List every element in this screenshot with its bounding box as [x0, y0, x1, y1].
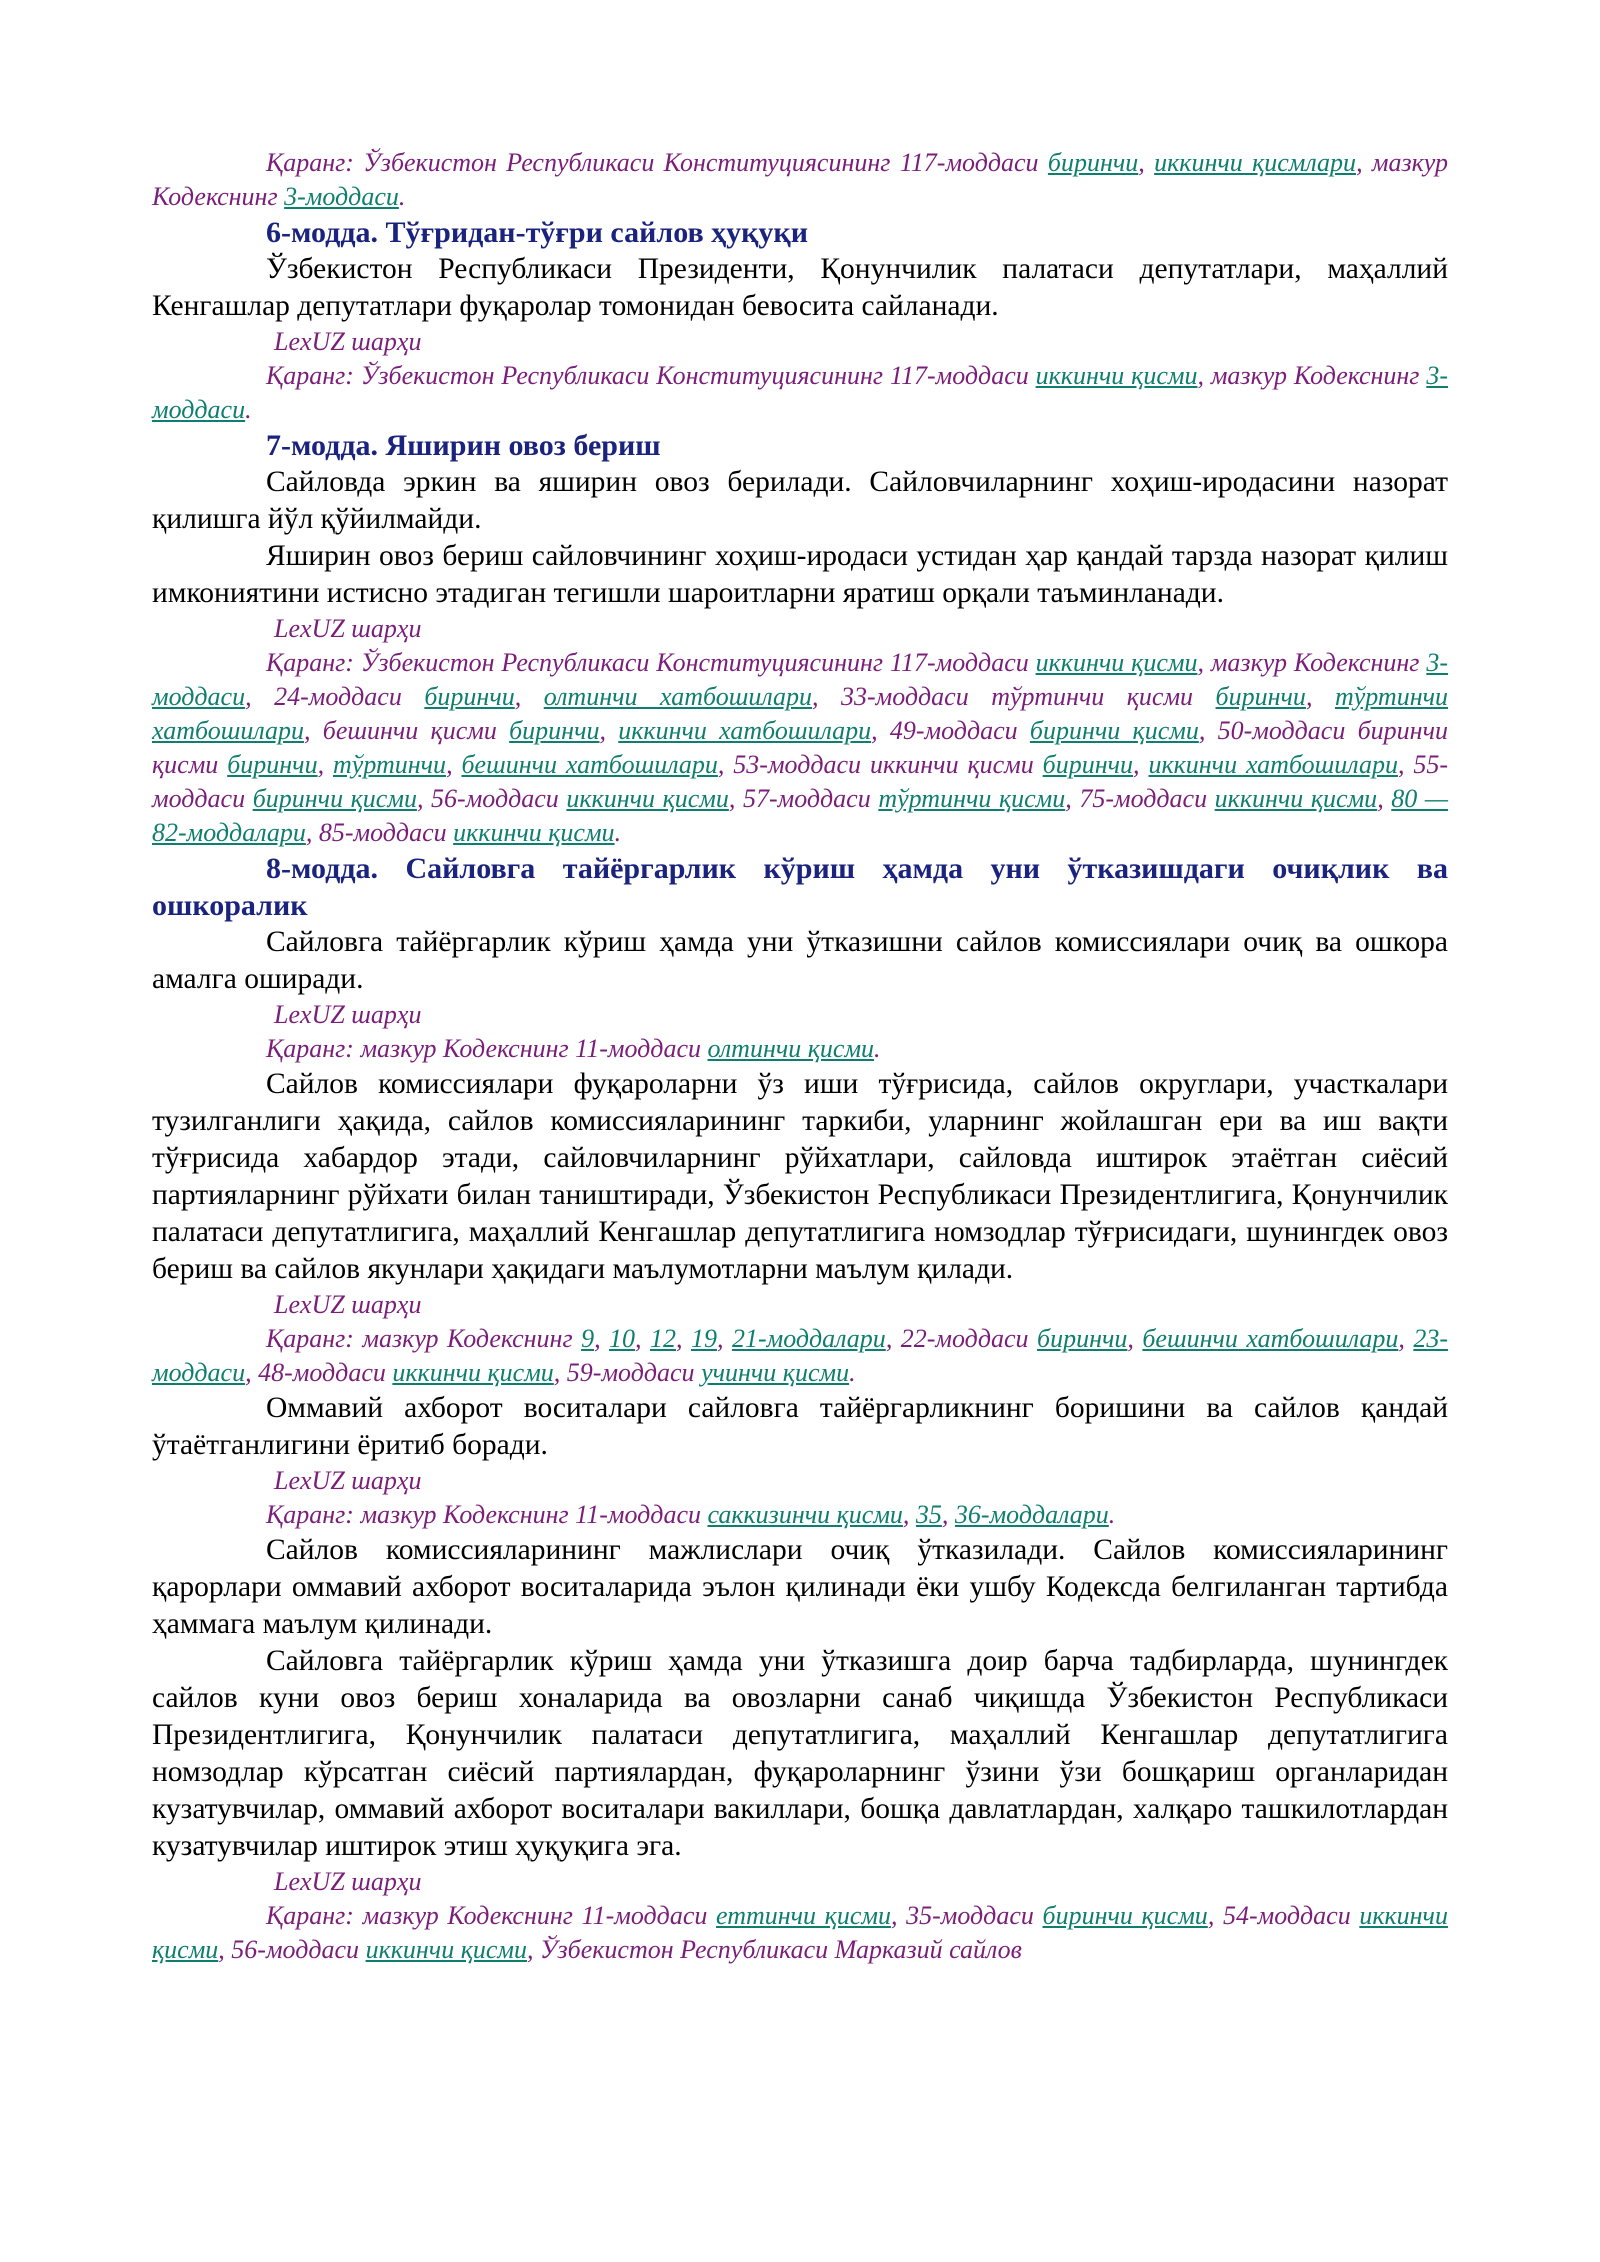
reference-text: ,: [676, 1324, 691, 1353]
article-paragraph: Сайлов комиссияларининг мажлислари очиқ ўтказилади. Сайлов комиссияларининг қарорлари оммавий ахборот воситаларида эълон қилинади ёки ушбу Кодексда белгиланган тартибда ҳаммага маълум қилинади.: [152, 1534, 1448, 1640]
reference-link[interactable]: биринчи: [1047, 148, 1139, 177]
reference-link[interactable]: тўртинчи қисми: [878, 784, 1066, 813]
reference-text: ,: [514, 682, 544, 711]
reference-text: , 56-моддаси: [218, 1935, 366, 1964]
reference-text: ,: [902, 1500, 916, 1529]
article-paragraph: Сайловда эркин ва яширин овоз берилади. Сайловчиларнинг хоҳиш-иродасини назорат қилишга йўл қўйилмайди.: [152, 466, 1448, 535]
lexuz-commentary-label: LexUZ шарҳи: [274, 1000, 422, 1029]
reference-link[interactable]: биринчи: [424, 682, 515, 711]
reference-text: , 35-моддаси: [890, 1901, 1043, 1930]
reference-note: [152, 146, 1448, 214]
reference-link[interactable]: биринчи: [227, 750, 318, 779]
reference-text: Қаранг: мазкур Кодекснинг 11-моддаси: [266, 1500, 708, 1529]
reference-note: [152, 646, 1448, 850]
reference-text: , 24-моддаси: [245, 682, 425, 711]
reference-note: [152, 1498, 1448, 1532]
reference-text: .: [398, 182, 406, 211]
reference-link[interactable]: иккинчи хатбошилари: [1148, 750, 1398, 779]
reference-text: Қаранг: Ўзбекистон Республикаси Конституциясининг 117-моддаси: [266, 148, 1048, 177]
reference-text: ,: [317, 750, 333, 779]
reference-link[interactable]: еттинчи қисми: [716, 1901, 891, 1930]
reference-text: .: [849, 1358, 856, 1387]
reference-link[interactable]: олтинчи қисми: [707, 1034, 875, 1063]
reference-text: .: [245, 395, 252, 424]
reference-text: , 59-моддаси: [553, 1358, 702, 1387]
reference-text: Қаранг: Ўзбекистон Республикаси Конституциясининг 117-моддаси: [266, 648, 1036, 677]
reference-text: ,: [1305, 682, 1335, 711]
lexuz-commentary-label: LexUZ шарҳи: [274, 1867, 422, 1896]
reference-link[interactable]: иккинчи қисми: [1035, 648, 1198, 677]
reference-link[interactable]: 3-моддаси: [152, 648, 1448, 711]
reference-link[interactable]: тўртинчи: [333, 750, 447, 779]
reference-text: , Ўзбекистон Республикаси Марказий сайлов: [526, 1935, 1022, 1964]
reference-text: .: [1108, 1500, 1116, 1529]
reference-link[interactable]: иккинчи қисми: [566, 784, 729, 813]
article-paragraph: Ўзбекистон Республикаси Президенти, Қонунчилик палатаси депутатлари, маҳаллий Кенгашлар депутатлари фуқаролар томонидан бевосита сайланади.: [152, 253, 1448, 322]
reference-link[interactable]: иккинчи қисмлари: [1154, 148, 1357, 177]
reference-link[interactable]: тўртинчи хатбошилари: [152, 682, 1448, 745]
reference-link[interactable]: 23-моддаси: [152, 1324, 1448, 1387]
reference-text: , 75-моддаси: [1065, 784, 1215, 813]
reference-text: ,: [1138, 148, 1155, 177]
reference-text: Қаранг: мазкур Кодекснинг 11-моддаси: [266, 1901, 716, 1930]
article-heading: 7-модда. Яширин овоз бериш: [266, 429, 661, 462]
reference-text: Қаранг: мазкур Кодекснинг: [266, 1324, 582, 1353]
reference-link[interactable]: иккинчи қисми: [152, 1901, 1448, 1964]
reference-text: Қаранг: Ўзбекистон Республикаси Конституциясининг 117-моддаси: [266, 361, 1036, 390]
lexuz-commentary-label: LexUZ шарҳи: [274, 327, 422, 356]
article-paragraph: Сайловга тайёргарлик кўриш ҳамда уни ўтказишни сайлов комиссиялари очиқ ва ошкора амалга оширади.: [152, 926, 1448, 995]
reference-text: ,: [941, 1500, 955, 1529]
reference-text: , 33-моддаси тўртинчи қисми: [811, 682, 1216, 711]
reference-link[interactable]: биринчи: [509, 716, 600, 745]
reference-link[interactable]: иккинчи хатбошилари: [618, 716, 872, 745]
reference-text: Қаранг: мазкур Кодекснинг 11-моддаси: [266, 1034, 708, 1063]
reference-text: , бешинчи қисми: [304, 716, 510, 745]
reference-text: , мазкур Кодекснинг: [1197, 648, 1427, 677]
reference-text: ,: [1133, 750, 1149, 779]
lexuz-commentary-label: LexUZ шарҳи: [274, 1290, 422, 1319]
reference-text: ,: [1377, 784, 1392, 813]
reference-link[interactable]: 12: [650, 1324, 676, 1353]
reference-link[interactable]: иккинчи қисми: [1035, 361, 1198, 390]
lexuz-commentary-label: LexUZ шарҳи: [274, 614, 422, 643]
reference-link[interactable]: иккинчи қисми: [453, 818, 615, 847]
reference-text: .: [614, 818, 622, 847]
reference-text: , 55-моддаси: [152, 750, 1449, 813]
reference-link[interactable]: бешинчи хатбошилари: [461, 750, 718, 779]
article-paragraph: Сайловга тайёргарлик кўриш ҳамда уни ўтказишга доир барча тадбирларда, шунингдек сайлов куни овоз бериш хоналарида ва овозларни санаб чиқишда Ўзбекистон Республикаси Президентлигига, Қонунчилик палатаси депутатлигига, маҳаллий Кенгашлар депутатлигига номзодлар кўрсатган сиёсий партиялардан, фуқароларнинг ўзини ўзи бошқариш органларидан кузатувчилар, оммавий ахборот воситалари вакиллари, бошқа давлатлардан, халқаро ташкилотлардан кузатувчилар иштирок этиш ҳуқуқига эга.: [152, 1645, 1448, 1862]
reference-text: , 85-моддаси: [305, 818, 454, 847]
reference-text: .: [874, 1034, 881, 1063]
reference-link[interactable]: 9: [581, 1324, 595, 1353]
reference-note: [152, 1899, 1448, 1967]
reference-text: , 53-моддаси иккинчи қисми: [717, 750, 1043, 779]
reference-text: , мазкур Кодекснинг: [1197, 361, 1427, 390]
reference-text: ,: [635, 1324, 650, 1353]
reference-link[interactable]: биринчи: [1215, 682, 1306, 711]
reference-link[interactable]: иккинчи қисми: [1214, 784, 1378, 813]
reference-link[interactable]: биринчи қисми: [252, 784, 417, 813]
reference-text: ,: [1127, 1324, 1143, 1353]
article-paragraph: Оммавий ахборот воситалари сайловга тайёргарликнинг боришини ва сайлов қандай ўтаётганлигини ёритиб боради.: [152, 1392, 1448, 1461]
reference-text: ,: [594, 1324, 610, 1353]
reference-text: , 22-моддаси: [885, 1324, 1037, 1353]
reference-text: , 54-моддаси: [1207, 1901, 1360, 1930]
reference-link[interactable]: 36-моддалари: [954, 1500, 1109, 1529]
reference-text: ,: [716, 1324, 732, 1353]
article-heading: 6-модда. Тўғридан-тўғри сайлов ҳуқуқи: [266, 216, 809, 249]
article-paragraph: Сайлов комиссиялари фуқароларни ўз иши тўғрисида, сайлов округлари, участкалари тузилганлиги ҳақида, сайлов комиссияларининг таркиби, уларнинг жойлашган ери ва иш вақти тўғрисида хабардор этади, сайловчиларнинг рўйхатлари, сайловда иштирок этаётган сиёсий партияларнинг рўйхати билан таништиради, Ўзбекистон Республикаси Президентлигига, Қонунчилик палатаси депутатлигига, маҳаллий Кенгашлар депутатлигига номзодлар тўғрисидаги, шунингдек овоз бериш ва сайлов якунлари ҳақидаги маълумотларни маълум қилади.: [152, 1068, 1448, 1285]
reference-link[interactable]: 10: [609, 1324, 636, 1353]
reference-note: [152, 359, 1448, 427]
reference-note: [152, 1322, 1448, 1390]
document-page: [152, 146, 1448, 1967]
lexuz-commentary-label: LexUZ шарҳи: [274, 1466, 422, 1495]
reference-text: , 49-моддаси: [871, 716, 1030, 745]
reference-text: , 50-моддаси биринчи қисми: [152, 716, 1448, 779]
reference-text: , 57-моддаси: [728, 784, 879, 813]
reference-link[interactable]: 80 — 82-моддалари: [152, 784, 1448, 847]
reference-link[interactable]: 3-моддаси: [284, 182, 399, 211]
reference-text: ,: [1398, 1324, 1414, 1353]
reference-link[interactable]: бешинчи хатбошилари: [1142, 1324, 1399, 1353]
article-heading: 8-модда. Сайловга тайёргарлик кўриш ҳамда уни ўтказишдаги очиқлик ва ошкоралик: [152, 852, 1448, 922]
reference-note: [152, 1032, 1448, 1066]
reference-link[interactable]: иккинчи қисми: [365, 1935, 527, 1964]
reference-link[interactable]: 21-моддалари: [731, 1324, 886, 1353]
reference-link[interactable]: биринчи: [1037, 1324, 1128, 1353]
reference-link[interactable]: иккинчи қисми: [392, 1358, 554, 1387]
reference-text: ,: [599, 716, 619, 745]
reference-link[interactable]: 35: [915, 1500, 942, 1529]
reference-link[interactable]: учинчи қисми: [701, 1358, 850, 1387]
reference-link[interactable]: саккизинчи қисми: [707, 1500, 903, 1529]
reference-link[interactable]: 3-моддаси: [152, 361, 1448, 424]
reference-link[interactable]: биринчи: [1042, 750, 1134, 779]
reference-link[interactable]: биринчи қисми: [1029, 716, 1199, 745]
reference-text: ,: [446, 750, 462, 779]
reference-text: , 48-моддаси: [245, 1358, 393, 1387]
reference-link[interactable]: биринчи қисми: [1042, 1901, 1208, 1930]
article-paragraph: Яширин овоз бериш сайловчининг хоҳиш-иродаси устидан ҳар қандай тарзда назорат қилиш имкониятини истисно этадиган тегишли шароитларни яратиш орқали таъминланади.: [152, 540, 1448, 609]
reference-link[interactable]: олтинчи хатбошилари: [543, 682, 812, 711]
reference-text: , 56-моддаси: [416, 784, 567, 813]
reference-text: , мазкур Кодекснинг: [152, 148, 1448, 211]
reference-link[interactable]: 19: [690, 1324, 717, 1353]
